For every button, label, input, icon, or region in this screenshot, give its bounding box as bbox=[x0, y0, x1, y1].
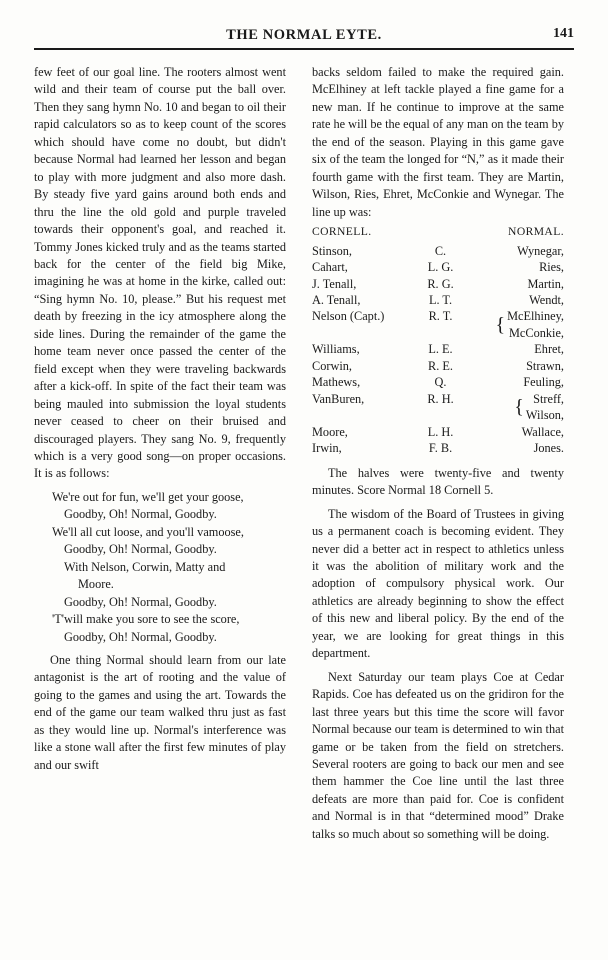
lineup-cell-cornell: Mathews, bbox=[312, 375, 361, 390]
table-row bbox=[312, 440, 564, 456]
lineup-cell-normal: Jones. bbox=[533, 441, 564, 456]
lineup-cell-position: L. H. bbox=[427, 424, 454, 439]
table-row bbox=[312, 259, 564, 275]
lineup-cell-cornell: Nelson (Capt.) bbox=[312, 309, 385, 324]
lineup-cell-cornell: Stinson, bbox=[312, 243, 352, 258]
lineup-cell-cornell: A. Tenall, bbox=[312, 293, 361, 308]
lineup-cell-normal bbox=[466, 308, 564, 341]
lineup-name: McConkie, bbox=[509, 325, 564, 340]
table-row bbox=[312, 243, 564, 259]
table-row bbox=[312, 292, 564, 308]
body-columns bbox=[34, 64, 574, 843]
lineup-table bbox=[312, 224, 564, 240]
paragraph: few feet of our goal line. The rooters almost went wild and their team of course put the ball over. Then they sang hymn No. 10 and began to oil their rapid calculators so as to keep count of the scores which should have come no doubt, but didn't because Normal had learned her lesson and began to play with more judgment and also more dash. By steady five yard gains around both ends and thru the line the old gold and purple traveled towards their opponent's goal, and reached it. Tommy Jones kicked truly and as the teams started back for the center of the field big Mike, imagining he was at home in the kirke, called out: “Sing hymn No. 10, please.” But his request met death by freezing in the icy atmosphere along the side lines. During the remainder of the game the home team never once passed the center of the field except when they were traveling backwards after a kick-off. In spite of the fact their team was being mauled into submission the loyal students never ceased to cheer on their bruised and discouraged players. They sang No. 9, frequently which is a very good song—on proper occasions. It is as follows: bbox=[34, 65, 286, 481]
lineup-cell-normal: Ries, bbox=[539, 260, 564, 275]
lineup-cell-normal: Wallace, bbox=[521, 424, 564, 439]
lineup-cell-normal: Ehret, bbox=[534, 342, 564, 357]
lineup-cell-cornell: J. Tenall, bbox=[312, 276, 357, 291]
lineup-cell-cornell: Cahart, bbox=[312, 260, 348, 275]
lineup-cell-position: L. T. bbox=[428, 293, 453, 308]
lineup-cell-position: R. T. bbox=[428, 309, 453, 324]
verse-line: Goodby, Oh! Normal, Goodby. bbox=[64, 507, 217, 522]
lineup-cell-normal: Strawn, bbox=[526, 358, 564, 373]
table-row bbox=[312, 276, 564, 292]
verse-line: We'll all cut loose, and you'll vamoose, bbox=[52, 524, 244, 539]
lineup-cell-position: L. G. bbox=[427, 260, 454, 275]
paragraph: One thing Normal should learn from our late antagonist is the art of rooting and the value of going to the games and using the art. Towards the end of the game our team walked thru just as fast as they would line up. Normal's interference was like a stone wall after the first few minutes of play and our swift bbox=[34, 652, 286, 772]
lineup-cell-position: Q. bbox=[434, 375, 447, 390]
lineup-cell-position: R. E. bbox=[428, 358, 453, 373]
right-column bbox=[312, 64, 564, 843]
paragraph: The wisdom of the Board of Trustees in giving us a permanent coach is becoming evident. They never did a better act in respect to athletics unless it was the abolition of military work and the adoption of compulsory physical work. Our athletics are already beginning to show the effect of this new and liberal policy. By the end of the year, we are looking for great things in this department. bbox=[312, 506, 564, 661]
table-row bbox=[312, 424, 564, 440]
lineup-name: Streff, bbox=[533, 391, 564, 406]
lineup-header-left: CORNELL. bbox=[312, 225, 372, 239]
lineup-header-right: NORMAL. bbox=[508, 225, 564, 239]
table-row bbox=[312, 308, 564, 341]
table-row bbox=[312, 224, 564, 240]
verse-line: 'T'will make you sore to see the score, bbox=[52, 612, 240, 627]
verse-line: Goodby, Oh! Normal, Goodby. bbox=[64, 629, 217, 644]
lineup-names-stack bbox=[526, 391, 564, 424]
lineup-cell-position: L. E. bbox=[428, 342, 453, 357]
table-row bbox=[312, 374, 564, 390]
lineup-header-mid bbox=[416, 224, 466, 240]
lineup-cell-normal bbox=[466, 391, 564, 424]
lineup-body bbox=[312, 224, 564, 240]
lineup-cell-cornell: Corwin, bbox=[312, 358, 352, 373]
lineup-rows bbox=[312, 243, 564, 457]
verse-line: Moore. bbox=[78, 577, 114, 592]
lineup-cell-normal: Wendt, bbox=[529, 293, 564, 308]
lineup-cell-position: R. G. bbox=[427, 276, 454, 291]
verse-line: We're out for fun, we'll get your goose, bbox=[52, 489, 244, 504]
lineup-cell-position: C. bbox=[434, 243, 447, 258]
table-row bbox=[312, 341, 564, 357]
verse-line: With Nelson, Corwin, Matty and bbox=[64, 559, 226, 574]
lineup-cell-cornell: Irwin, bbox=[312, 441, 342, 456]
lineup-cell-normal: Martin, bbox=[527, 276, 564, 291]
lineup-name: McElhiney, bbox=[507, 309, 564, 324]
publication-title: THE NORMAL EYTE. bbox=[226, 27, 382, 43]
page-number: 141 bbox=[553, 26, 574, 41]
lineup-names-stack bbox=[507, 308, 564, 341]
verse-line: Goodby, Oh! Normal, Goodby. bbox=[64, 594, 217, 609]
lineup-cell-cornell: Moore, bbox=[312, 424, 348, 439]
table-row bbox=[312, 358, 564, 374]
brace-icon: { bbox=[495, 313, 506, 336]
paragraph: backs seldom failed to make the required gain. McElhiney at left tackle played a fine game for a new man. If he continue to improve at the same rate he will be the equal of any man on the team by the end of the season. Playing in this game gave six of the team the longed for “N,” as it made their fourth game with the first team. They are Martin, Wilson, Ries, Ehret, McConkie and Wynegar. The line up was: bbox=[312, 65, 564, 219]
brace-icon: { bbox=[514, 396, 524, 419]
paragraph: The halves were twenty-five and twenty minutes. Score Normal 18 Cornell 5. bbox=[312, 465, 564, 498]
verse-line: Goodby, Oh! Normal, Goodby. bbox=[64, 542, 217, 557]
lineup-cell-cornell: Williams, bbox=[312, 342, 360, 357]
lineup-cell-normal: Feuling, bbox=[523, 375, 564, 390]
lineup-cell-position: F. B. bbox=[428, 441, 453, 456]
page-header bbox=[34, 26, 574, 50]
lineup-name: Wilson, bbox=[525, 408, 564, 423]
left-column bbox=[34, 64, 286, 774]
table-row bbox=[312, 391, 564, 424]
lineup-cell-position: R. H. bbox=[427, 391, 454, 406]
paragraph: Next Saturday our team plays Coe at Cedar Rapids. Coe has defeated us on the gridiron for the last three years but this time the score will favor Normal because our team is determined to win that game or be taken from the field on stretchers. Several rooters are going to back our men and see them hammer the Coe line until the last three defeats are more than paid for. Coe is confident and Normal is in that “determined mood” Drake talks so much about so something will be doing. bbox=[312, 669, 564, 841]
lineup-cell-cornell: VanBuren, bbox=[312, 391, 365, 406]
lineup-cell-normal: Wynegar, bbox=[517, 243, 564, 258]
lineup-rows-body bbox=[312, 243, 564, 457]
